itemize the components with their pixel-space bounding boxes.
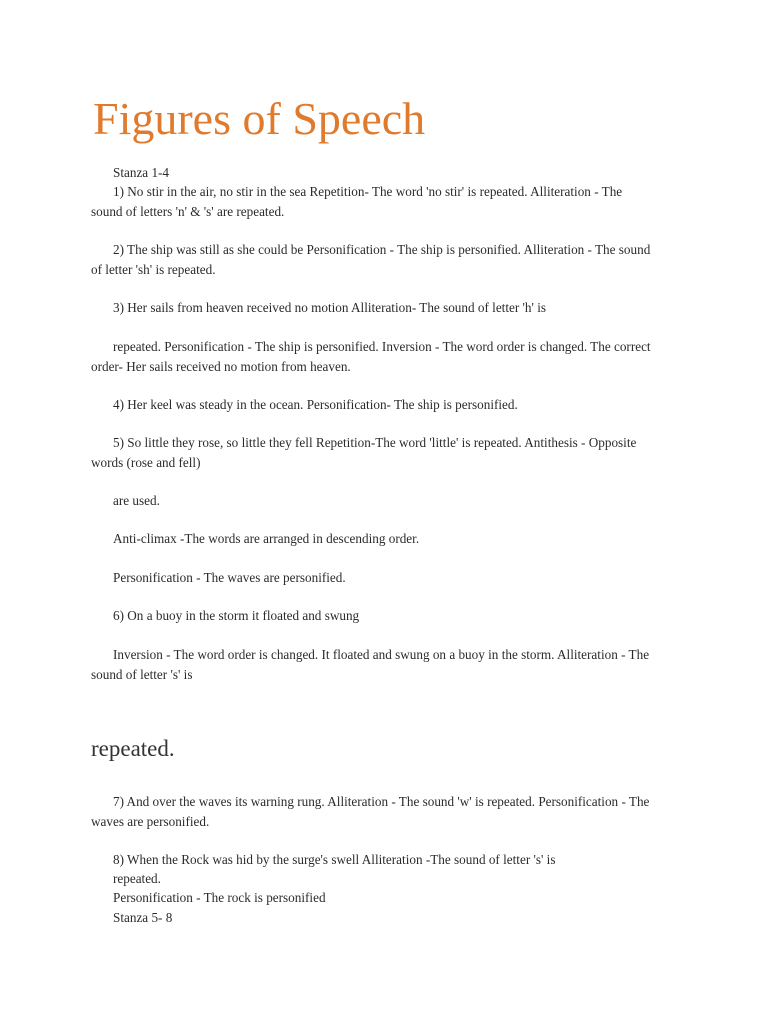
paragraph-4: 4) Her keel was steady in the ocean. Personification- The ship is personified. (113, 397, 518, 412)
paragraph-5-continued: are used. (113, 493, 160, 508)
paragraph-7: 7) And over the waves its warning rung. Alliteration - The sound 'w' is repeated. Personification - The waves are personified. (91, 794, 650, 829)
paragraph-3-continued: repeated. Personification - The ship is personified. Inversion - The word order is changed. The correct order- Her sails received no motion from heaven. (91, 339, 651, 374)
document-title: Figures of Speech (93, 93, 426, 144)
paragraph-2: 2) The ship was still as she could be Personification - The ship is personified. Alliteration - The sound of letter 'sh' is repeated. (91, 242, 651, 277)
paragraph-8-personification: Personification - The rock is personified (113, 890, 326, 905)
paragraph-5-personification: Personification - The waves are personified. (113, 570, 346, 585)
large-text-fragment: repeated. (91, 736, 175, 761)
stanza-heading: Stanza 1-4 (113, 165, 170, 180)
paragraph-1: 1) No stir in the air, no stir in the sea Repetition- The word 'no stir' is repeated. Alliteration - The sound of letters 'n' & 's' are repeated. (91, 184, 623, 219)
paragraph-5-anticlimax: Anti-climax -The words are arranged in descending order. (113, 531, 420, 546)
paragraph-3-line: 3) Her sails from heaven received no motion Alliteration- The sound of letter 'h' is (113, 300, 546, 315)
paragraph-6: 6) On a buoy in the storm it floated and swung (113, 608, 360, 623)
paragraph-8: 8) When the Rock was hid by the surge's swell Alliteration -The sound of letter 's' is (113, 852, 556, 867)
paragraph-5: 5) So little they rose, so little they fell Repetition-The word 'little' is repeated. Antithesis - Opposite words (rose and fell) (91, 435, 637, 470)
paragraph-8-continued: repeated. (113, 871, 161, 886)
paragraph-6-continued: Inversion - The word order is changed. It floated and swung on a buoy in the storm. Alliteration - The sound of letter 's' is (91, 647, 650, 682)
stanza-heading-2: Stanza 5- 8 (113, 910, 173, 925)
